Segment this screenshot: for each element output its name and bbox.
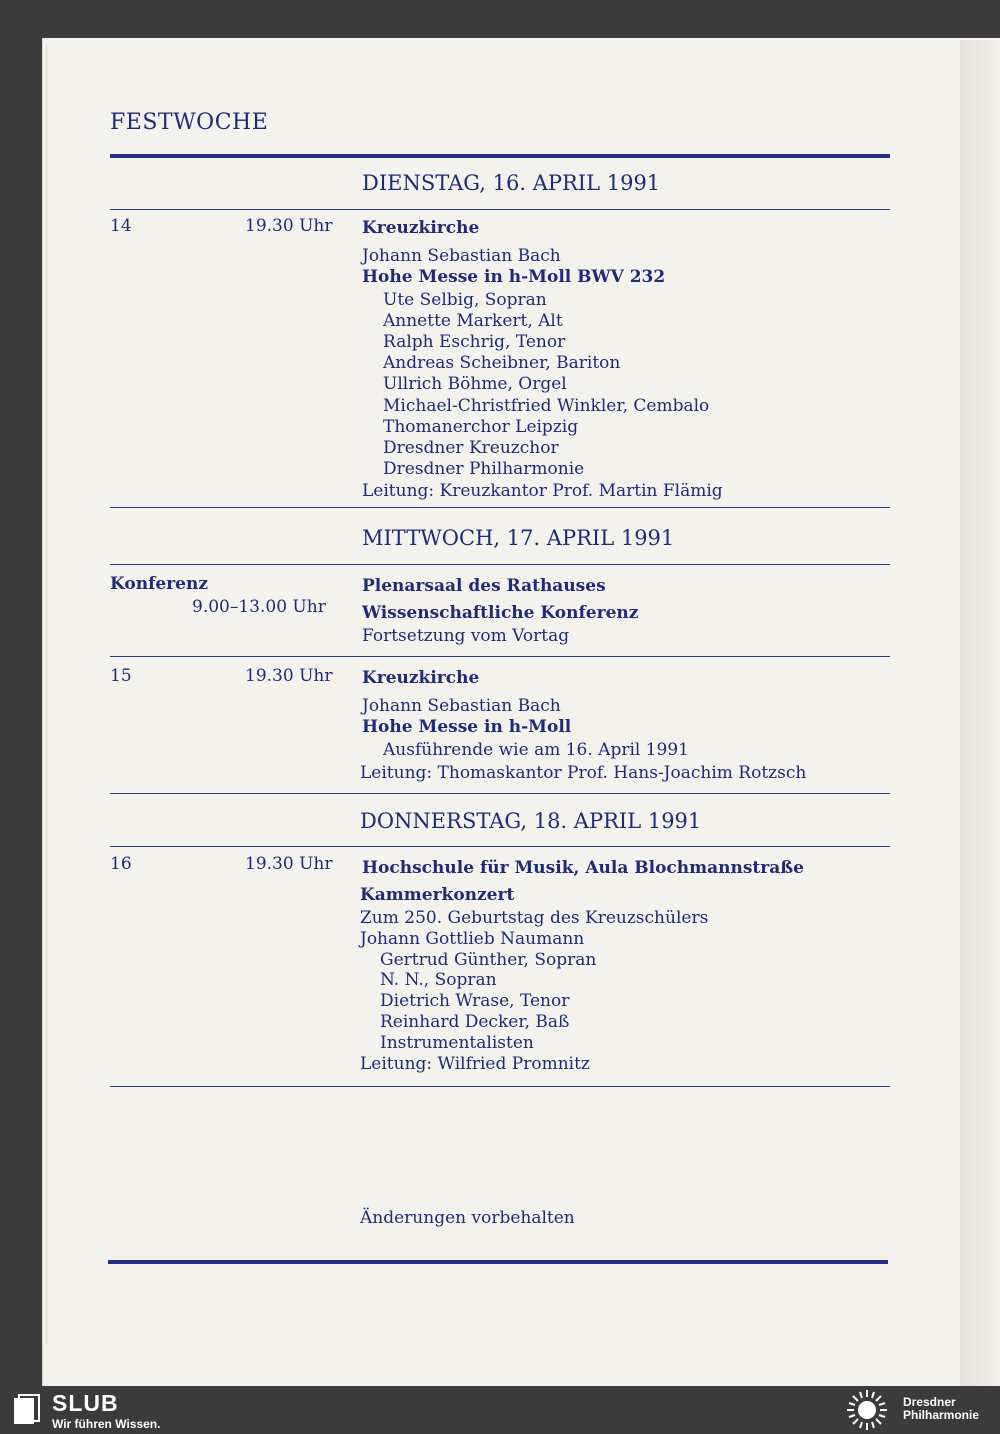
divider	[110, 793, 890, 794]
performer: Ralph Eschrig, Tenor	[383, 332, 566, 352]
header-rule	[110, 154, 890, 158]
divider	[110, 846, 890, 847]
performer: Instrumentalisten	[380, 1033, 534, 1053]
performer: Michael-Christfried Winkler, Cembalo	[383, 396, 710, 416]
event-occasion: Johann Gottlieb Naumann	[360, 929, 585, 949]
performer: Ute Selbig, Sopran	[383, 290, 547, 310]
divider	[110, 209, 890, 210]
slub-logo-text[interactable]: SLUB	[52, 1390, 119, 1416]
performer: Reinhard Decker, Baß	[380, 1012, 570, 1032]
event-label: Konferenz	[110, 574, 209, 594]
event-work: Hohe Messe in h-Moll	[362, 717, 572, 737]
philharmonie-logo-line1[interactable]: Dresdner	[903, 1395, 956, 1409]
event-venue: Hochschule für Musik, Aula Blochmannstraße	[362, 858, 804, 878]
event-venue: Kreuzkirche	[362, 218, 480, 238]
day-heading-wednesday: MITTWOCH, 17. APRIL 1991	[362, 526, 675, 550]
footer-bar	[0, 1386, 1000, 1434]
event-venue: Plenarsaal des Rathauses	[362, 576, 606, 596]
event-venue: Kreuzkirche	[362, 668, 480, 688]
notice-text: Änderungen vorbehalten	[360, 1208, 575, 1228]
event-number: 14	[110, 216, 132, 236]
event-title: Wissenschaftliche Konferenz	[362, 603, 639, 623]
event-number: 15	[110, 666, 132, 686]
performer: Thomanerchor Leipzig	[383, 417, 579, 437]
event-leitung: Leitung: Thomaskantor Prof. Hans-Joachim Rotzsch	[360, 763, 807, 783]
performer: Ullrich Böhme, Orgel	[383, 374, 567, 394]
divider	[110, 507, 890, 508]
event-time: 19.30 Uhr	[245, 216, 333, 236]
page-title: FESTWOCHE	[110, 110, 269, 135]
performer: Annette Markert, Alt	[383, 311, 563, 331]
performer: Dresdner Philharmonie	[383, 459, 585, 479]
divider	[110, 564, 890, 565]
day-heading-tuesday: DIENSTAG, 16. APRIL 1991	[362, 171, 661, 195]
performer: Dresdner Kreuzchor	[383, 438, 559, 458]
footer-rule	[108, 1260, 888, 1264]
event-work: Kammerkonzert	[360, 885, 515, 905]
performer: Ausführende wie am 16. April 1991	[383, 740, 689, 760]
page-shadow	[960, 40, 1000, 1386]
event-composer: Johann Sebastian Bach	[362, 246, 561, 266]
divider	[110, 1086, 890, 1087]
event-composer: Johann Sebastian Bach	[362, 696, 561, 716]
performer: Gertrud Günther, Sopran	[380, 950, 597, 970]
event-leitung: Leitung: Kreuzkantor Prof. Martin Flämig	[362, 481, 723, 501]
event-time: 19.30 Uhr	[245, 854, 333, 874]
event-occasion: Zum 250. Geburtstag des Kreuzschülers	[360, 908, 709, 928]
divider	[110, 656, 890, 657]
event-number: 16	[110, 854, 132, 874]
event-time: 9.00–13.00 Uhr	[192, 597, 326, 617]
day-heading-thursday: DONNERSTAG, 18. APRIL 1991	[360, 809, 702, 833]
slub-slogan: Wir führen Wissen.	[52, 1417, 161, 1431]
page-edge	[46, 44, 51, 1344]
philharmonie-logo-line2[interactable]: Philharmonie	[903, 1408, 980, 1422]
performer: N. N., Sopran	[380, 970, 497, 990]
event-time: 19.30 Uhr	[245, 666, 333, 686]
book-icon	[12, 1394, 42, 1426]
event-leitung: Leitung: Wilfried Promnitz	[360, 1054, 590, 1074]
event-work: Hohe Messe in h-Moll BWV 232	[362, 267, 666, 287]
performer: Dietrich Wrase, Tenor	[380, 991, 570, 1011]
event-note: Fortsetzung vom Vortag	[362, 626, 570, 646]
performer: Andreas Scheibner, Bariton	[383, 353, 621, 373]
philharmonie-sun-icon	[842, 1388, 892, 1432]
